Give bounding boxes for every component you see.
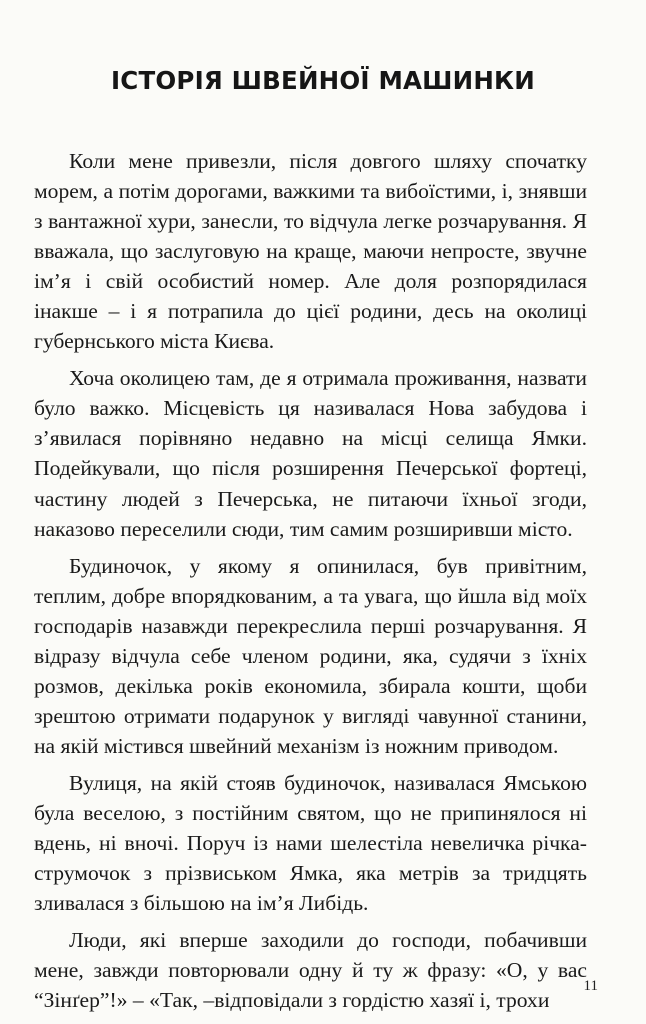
page-number: 11 xyxy=(583,978,598,994)
chapter-title: ІСТОРІЯ ШВЕЙНОЇ МАШИНКИ xyxy=(110,66,535,95)
paragraph-5: Люди, які вперше заходили до господи, побачивши мене, завжди повторювали одну й ту ж фразу: «О, у вас “Зінґер”!» – «Так, –відповідали з гордістю хазяї і, трохи xyxy=(34,928,587,1013)
paragraph-3: Будиночок, у якому я опинилася, був привітним, теплим, добре впорядкованим, а та увага, що йшла від моїх господарів назавжди перекреслила перші розчарування. Я відразу відчула себе членом родини, яка, судячи з їхніх розмов, декілька років економила, збирала кошти, щоби зрештою отримати подарунок у вигляді чавунної станини, на якій містився швейний механізм із ножним приводом. xyxy=(34,553,587,758)
paragraph-2: Хоча околицею там, де я отримала проживання, назвати було важко. Місцевість ця називалася Нова забудова і з’явилася порівняно недавно на місці селища Ямки. Подейкували, що після розширення Печерської фортеці, частину людей з Печерська, не питаючи їхньої згоди, наказово переселили сюди, тим самим розширивши місто. xyxy=(34,366,587,541)
paragraph-4: Вулиця, на якій стояв будиночок, називалася Ямською була веселою, з постійним святом, що не припинялося ні вдень, ні вночі. Поруч із нами шелестіла невеличка річка-струмочок з прізвиськом Ямка, яка метрів за тридцять зливалася з більшою на ім’я Либідь. xyxy=(34,770,587,916)
chapter-body xyxy=(34,146,587,1022)
paragraph-1: Коли мене привезли, після довгого шляху спочатку морем, а потім дорогами, важкими та вибоїстими, і, знявши з вантажної хури, занесли, то відчула легке розчарування. Я вважала, що заслуговую на краще, маючи непросте, звучне ім’я і свій особистий номер. Але доля розпорядилася інакше – і я потрапила до цієї родини, десь на околиці губернського міста Києва. xyxy=(34,149,587,354)
